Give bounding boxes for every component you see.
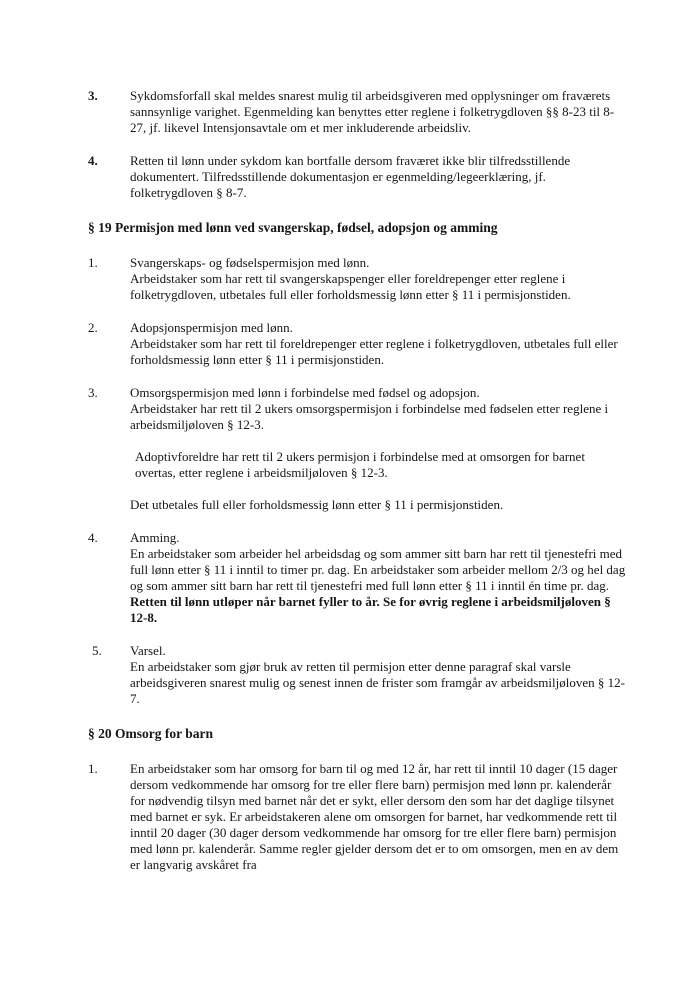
list-item-adoption-leave xyxy=(88,320,628,368)
item-title: Varsel. xyxy=(130,643,166,658)
item-title: Adopsjonspermisjon med lønn. xyxy=(130,320,293,335)
section-19-heading: § 19 Permisjon med lønn ved svangerskap, fødsel, adopsjon og amming xyxy=(88,220,498,235)
item-text xyxy=(130,546,628,626)
item-number: 5. xyxy=(92,643,102,658)
list-item-notice xyxy=(88,643,628,707)
item-number: 4. xyxy=(88,153,98,168)
item-text: Arbeidstaker som har rett til svangerskapspenger eller foreldrepenger etter reglene i folketrygdloven, utbetales full eller forholdsmessig lønn etter § 11 i permisjonstiden. xyxy=(130,271,571,302)
item-text-bold: Retten til lønn utløper når barnet fyller to år. Se for øvrig reglene i arbeidsmiljøloven § 12-8. xyxy=(130,594,611,625)
item-title: Omsorgspermisjon med lønn i forbindelse med fødsel og adopsjon. xyxy=(130,385,480,400)
item-body xyxy=(130,385,628,513)
item-body xyxy=(130,320,628,368)
item-text: Arbeidstaker som har rett til foreldrepenger etter reglene i folketrygdloven, utbetales full eller forholdsmessig lønn etter § 11 i permisjonstiden. xyxy=(130,336,618,367)
item-text: En arbeidstaker som gjør bruk av retten til permisjon etter denne paragraf skal varsle arbeidsgiveren snarest mulig og senest innen de frister som framgår av arbeidsmiljøloven § 12-7. xyxy=(130,659,625,706)
list-item-breastfeeding xyxy=(88,530,628,626)
list-item-sick-pay-forfeit xyxy=(88,153,628,201)
item-title: Amming. xyxy=(130,530,180,545)
item-title: Svangerskaps- og fødselspermisjon med lønn. xyxy=(130,255,370,270)
item-paragraph-adoptive-parents: Adoptivforeldre har rett til 2 ukers permisjon i forbindelse med at omsorgen for barnet overtas, etter reglene i arbeidsmiljøloven § 12-3. xyxy=(135,449,585,480)
list-item-child-care-days xyxy=(88,761,628,873)
list-item-pregnancy-leave xyxy=(88,255,628,303)
item-number: 3. xyxy=(88,385,98,400)
item-text: En arbeidstaker som har omsorg for barn til og med 12 år, har rett til inntil 10 dager (15 dager dersom vedkommende har omsorg for tre eller flere barn) permisjon med lønn pr. kalenderår for nødvendig tilsyn med barnet når det er sykt, eller dersom den som har det daglige tilsynet med barnet er syk. Er arbeidstakeren alene om omsorgen for barnet, har vedkommende rett til inntil 20 dager (30 dager dersom vedkommende har omsorg for tre eller flere barn) permisjon med lønn pr. kalenderår. Samme regler gjelder dersom det er to om omsorgen, men en av dem er langvarig avskåret fra xyxy=(130,761,619,872)
item-text: Retten til lønn under sykdom kan bortfalle dersom fraværet ikke blir tilfredsstillende dokumentert. Tilfredsstillende dokumentasjon er egenmelding/legeerklæring, jf. folketrygdloven § 8-7. xyxy=(130,153,571,200)
item-paragraph-pay: Det utbetales full eller forholdsmessig lønn etter § 11 i permisjonstiden. xyxy=(130,497,504,512)
item-body xyxy=(130,255,628,303)
item-text: Arbeidstaker har rett til 2 ukers omsorgspermisjon i forbindelse med fødselen etter reglene i arbeidsmiljøloven § 12-3. xyxy=(130,401,609,432)
item-text: Sykdomsforfall skal meldes snarest mulig til arbeidsgiveren med opplysninger om fraværets sannsynlige varighet. Egenmelding kan benyttes etter reglene i folketrygdloven §§ 8-23 til 8-27, jf. likevel Intensjonsavtale om et mer inkluderende arbeidsliv. xyxy=(130,88,615,135)
item-number: 1. xyxy=(88,761,98,776)
item-number: 1. xyxy=(88,255,98,270)
section-20-heading: § 20 Omsorg for barn xyxy=(88,726,213,741)
item-number: 2. xyxy=(88,320,98,335)
item-body xyxy=(130,530,628,626)
list-item-care-leave xyxy=(88,385,628,513)
item-body xyxy=(130,643,628,707)
item-number: 3. xyxy=(88,88,98,103)
item-text-normal: En arbeidstaker som arbeider hel arbeidsdag og som ammer sitt barn har rett til tjenestefri med full lønn etter § 11 i inntil to timer pr. dag. En arbeidstaker som arbeider mellom 2/3 og hel dag og som ammer sitt barn har rett til tjenestefri med full lønn etter § 11 i inntil én time pr. dag. xyxy=(130,546,626,593)
list-item-sick-leave-notice xyxy=(88,88,628,136)
item-number: 4. xyxy=(88,530,98,545)
